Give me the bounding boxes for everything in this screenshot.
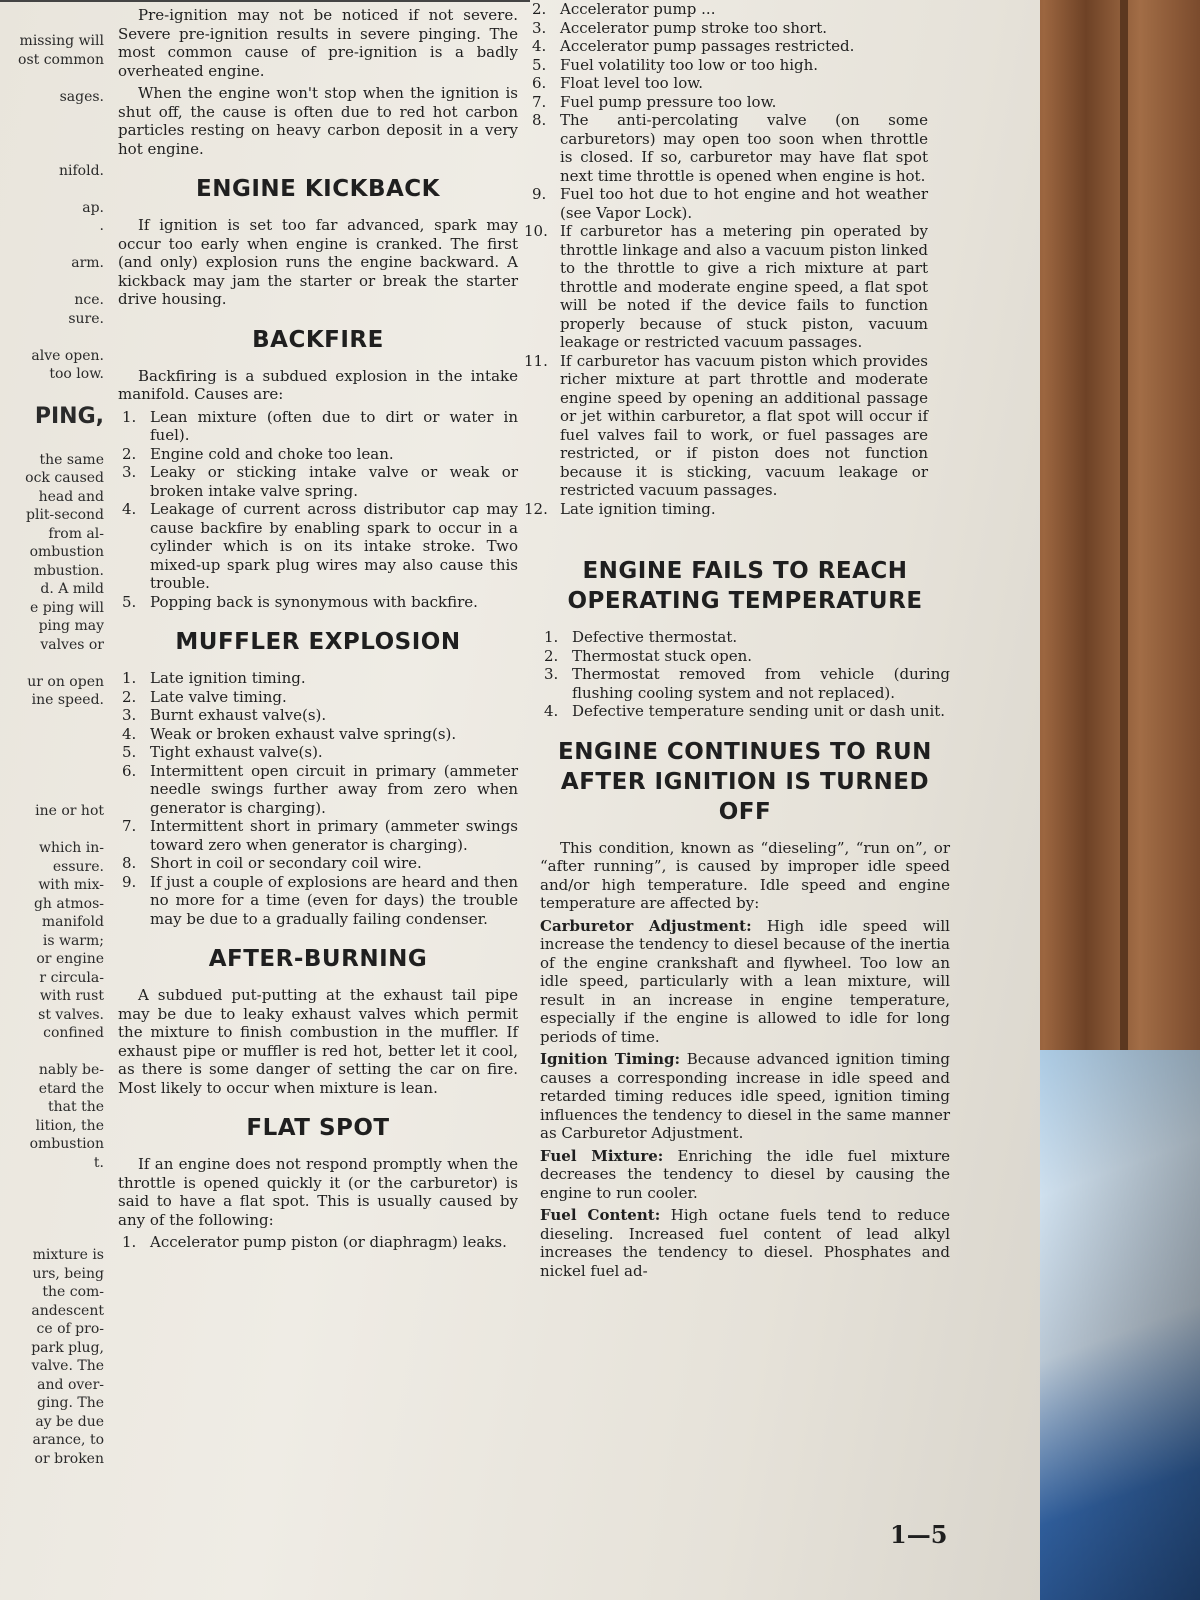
text-fragment: ine or hot (35, 803, 104, 819)
list-item: 12. Late ignition timing. (524, 499, 716, 518)
text-fragment (0, 784, 104, 803)
page-number: 1—5 (890, 1520, 948, 1549)
text-fragment: head and (38, 488, 104, 505)
text-fragment: too low. (49, 366, 104, 382)
text-fragment: park plug, (31, 1339, 104, 1356)
text-fragment: nably be- (38, 1062, 104, 1078)
text-fragment: and over- (37, 1376, 104, 1393)
text-fragment (0, 765, 104, 784)
text-fragment: sages. (59, 88, 104, 105)
list-item: 6. Intermittent open circuit in primary (ammeter needle swings further away from zero when generator is charging). (122, 761, 518, 817)
flat-spot-list-continued (524, 0, 928, 518)
temperature-list (540, 628, 950, 721)
text-fragment (0, 747, 104, 766)
text-fragment: the same (39, 451, 104, 468)
list-item: 3. Burnt exhaust valve(s). (122, 706, 327, 724)
text-fragment: gh atmos- (33, 895, 104, 912)
text-fragment (0, 654, 104, 673)
text-fragment: t. (93, 1154, 104, 1171)
text-fragment: alve open. (31, 347, 104, 364)
right-column-flat-spot-continued (524, 0, 928, 518)
list-item: 4. Leakage of current across distributor cap may cause backfire by enabling spark to occur in a cylinder which is on its intake stroke. Two mixed-up spark plug wires may also cause this trouble. (122, 500, 518, 592)
text-fragment: is warm; (42, 932, 104, 949)
list-item: 4. Defective temperature sending unit or dash unit. (544, 702, 946, 720)
list-item: 4. Weak or broken exhaust valve spring(s). (122, 724, 457, 743)
text-fragment (0, 728, 104, 747)
list-item: 6. Float level too low. (532, 74, 704, 92)
dieseling-paragraph: Carburetor Adjustment: High idle speed will increase the tendency to diesel because of the inertia of the engine crankshaft and flywheel. Too low an idle speed, particularly with a lean mixture, will result in an increase in engine temperature, especially if the engine is allowed to idle for long periods of time. (540, 916, 950, 1046)
text-fragment (0, 1191, 104, 1210)
text-fragment (0, 432, 104, 451)
text-fragment (0, 143, 104, 162)
left-column-fragments (0, 32, 104, 1468)
top-rule (0, 0, 530, 2)
text-fragment: urs, being (32, 1265, 104, 1282)
text-fragment: ombustion (29, 544, 104, 560)
text-fragment (0, 1172, 104, 1191)
list-item: 8. Short in coil or secondary coil wire. (122, 854, 422, 872)
text-fragment: r circula- (39, 969, 104, 986)
text-fragment: missing will (19, 33, 104, 49)
text-fragment: mbustion. (33, 562, 104, 579)
intro-paragraph: When the engine won't stop when the ignition is shut off, the cause is often due to red hot carbon particles resting on heavy carbon deposit in a very hot engine. (118, 84, 518, 158)
text-fragment: which in- (38, 840, 104, 856)
text-fragment (0, 1228, 104, 1247)
text-fragment: ine speed. (31, 692, 104, 708)
dieseling-intro: This condition, known as “dieseling”, “run on”, or “after running”, is caused by improper idle speed and/or high temperature. Idle speed and engine temperature are affected by: (540, 838, 950, 912)
section-title-flat-spot: FLAT SPOT (246, 1115, 390, 1141)
text-fragment: from al- (48, 525, 104, 542)
list-item: 5. Tight exhaust valve(s). (122, 743, 323, 761)
section-title-backfire: BACKFIRE (252, 326, 384, 353)
text-fragment (0, 180, 104, 199)
flat-spot-paragraph: If an engine does not respond promptly when the throttle is opened quickly it (or the carburetor) is said to have a flat spot. This is usually caused by any of the following: (118, 1155, 518, 1229)
fragment-heading: PING, (34, 404, 104, 429)
list-item: 7. Intermittent short in primary (ammeter swings toward zero when generator is charging). (122, 817, 518, 854)
text-fragment: with rust (39, 988, 104, 1004)
text-fragment: or engine (36, 951, 104, 967)
text-fragment: etard the (38, 1080, 104, 1097)
list-item: 3. Leaky or sticking intake valve or weak or broken intake valve spring. (122, 463, 518, 500)
text-fragment: ap. (82, 199, 104, 216)
dieseling-paragraph: Fuel Content: High octane fuels tend to reduce dieseling. Increased fuel content of lead alkyl increases the tendency to diesel. Phosphates and nickel fuel ad- (540, 1206, 950, 1280)
text-fragment: sure. (68, 310, 104, 327)
text-fragment (0, 125, 104, 144)
list-item: 1. Accelerator pump piston (or diaphragm) leaks. (122, 1233, 507, 1251)
backfire-paragraph: Backfiring is a subdued explosion in the intake manifold. Causes are: (118, 366, 518, 403)
list-item: 5. Fuel volatility too low or too high. (532, 55, 819, 74)
list-item: 5. Popping back is synonymous with backfire. (122, 592, 478, 611)
section-title-engine-kickback: ENGINE KICKBACK (196, 176, 440, 202)
text-fragment: valve. The (31, 1358, 104, 1374)
middle-column (118, 6, 518, 1252)
list-item: 3. Thermostat removed from vehicle (during flushing cooling system and not replaced). (544, 665, 950, 702)
text-fragment: ce of pro- (36, 1321, 104, 1337)
text-fragment: lition, the (35, 1117, 104, 1134)
list-item: 10. If carburetor has a metering pin operated by throttle linkage and also a vacuum piston linked to the throttle to give a rich mixture at part throttle and moderate engine speed, a flat spot will be noted if the device fails to function properly because of stuck piston, vacuum leakage or restricted vacuum passages. (524, 222, 928, 351)
list-item: 7. Fuel pump pressure too low. (532, 92, 777, 111)
text-fragment: essure. (52, 858, 104, 875)
text-fragment: ping may (38, 618, 104, 634)
list-item: 11. If carburetor has vacuum piston which provides richer mixture at part throttle and moderate engine speed by opening an additional passage or jet within carburetor, a flat spot will occur if fuel valves fail to work, or fuel passages are restricted, or if piston does not function because it is sticking, vacuum leakage or restricted vacuum passages. (524, 351, 928, 499)
list-item: 2. Accelerator pump ... (532, 0, 716, 18)
text-fragment: ost common (18, 51, 104, 68)
text-fragment: ombustion (29, 1136, 104, 1152)
text-fragment: andescent (31, 1302, 104, 1319)
text-fragment (0, 328, 104, 347)
text-fragment: ging. The (37, 1395, 104, 1411)
list-item: 9. Fuel too hot due to hot engine and hot weather (see Vapor Lock). (532, 185, 928, 222)
text-fragment: valves or (40, 636, 104, 653)
text-fragment: nce. (74, 292, 104, 308)
kickback-paragraph: If ignition is set too far advanced, spark may occur too early when engine is cranked. The first (and only) explosion runs the engine backward. A kickback may jam the starter or break the starter drive housing. (118, 216, 518, 308)
text-fragment (0, 1043, 104, 1062)
list-item: 1. Late ignition timing. (122, 669, 306, 687)
shadow (1040, 1050, 1200, 1600)
text-fragment (0, 821, 104, 840)
text-fragment: ock caused (25, 470, 104, 486)
text-fragment: arance, to (32, 1432, 104, 1448)
text-fragment: st valves. (38, 1006, 104, 1023)
text-fragment: ur on open (27, 673, 104, 690)
list-item: 1. Lean mixture (often due to dirt or water in fuel). (122, 407, 518, 444)
text-fragment: ay be due (35, 1413, 104, 1430)
text-fragment: . (99, 218, 104, 234)
text-fragment (0, 710, 104, 729)
intro-paragraph: Pre-ignition may not be noticed if not severe. Severe pre-ignition results in severe pinging. The most common cause of pre-ignition is a badly overheated engine. (118, 6, 518, 80)
text-fragment: manifold (41, 914, 104, 930)
section-title-operating-temperature: ENGINE FAILS TO REACH OPERATING TEMPERATURE (567, 558, 923, 614)
after-burning-paragraph: A subdued put-putting at the exhaust tail pipe may be due to leaky exhaust valves which permit the mixture to finish combustion in the muffler. If exhaust pipe or muffler is red hot, better let it cool, as there is some danger of setting the car on fire. Most likely to occur when mixture is lean. (118, 986, 518, 1097)
text-fragment (0, 236, 104, 255)
muffler-list (118, 669, 518, 928)
flat-spot-list (118, 1233, 518, 1252)
text-fragment: arm. (71, 255, 104, 271)
section-title-muffler-explosion: MUFFLER EXPLOSION (175, 629, 461, 655)
text-fragment: plit-second (26, 507, 104, 523)
text-fragment: e ping will (29, 599, 104, 616)
list-item: 3. Accelerator pump stroke too short. (532, 18, 828, 37)
text-fragment (0, 384, 104, 403)
list-item: 9. If just a couple of explosions are heard and then no more for a time (even for days) the trouble may be due to a gradually failing condenser. (122, 872, 518, 928)
text-fragment (0, 106, 104, 125)
list-item: 8. The anti-percolating valve (on some carburetors) may open too soon when throttle is closed. If so, carburetor may have flat spot next time throttle is opened when engine is hot. (532, 111, 928, 185)
text-fragment: confined (43, 1025, 104, 1041)
text-fragment: with mix- (38, 877, 104, 893)
text-fragment: nifold. (59, 162, 104, 179)
text-fragment: mixture is (32, 1247, 104, 1263)
text-fragment (0, 69, 104, 88)
text-fragment (0, 273, 104, 292)
dieseling-paragraph: Fuel Mixture: Enriching the idle fuel mixture decreases the tendency to diesel by causing the engine to run cooler. (540, 1146, 950, 1202)
list-item: 2. Late valve timing. (122, 687, 287, 706)
text-fragment: or broken (34, 1450, 104, 1467)
text-fragment: that the (48, 1099, 104, 1115)
list-item: 2. Engine cold and choke too lean. (122, 444, 394, 463)
list-item: 1. Defective thermostat. (544, 628, 738, 646)
text-fragment: the com- (42, 1284, 104, 1300)
text-fragment (0, 1209, 104, 1228)
text-fragment: d. A mild (40, 581, 104, 597)
list-item: 2. Thermostat stuck open. (544, 646, 753, 665)
dieseling-paragraph: Ignition Timing: Because advanced ignition timing causes a corresponding increase in idle speed and retarded timing reduces idle speed, ignition timing influences the tendency to diesel in the same manner as Carburetor Adjustment. (540, 1050, 950, 1142)
section-title-after-burning: AFTER-BURNING (208, 946, 428, 972)
list-item: 4. Accelerator pump passages restricted. (532, 37, 855, 55)
backfire-list (118, 408, 518, 612)
right-column-lower (540, 540, 950, 1284)
section-title-dieseling: ENGINE CONTINUES TO RUN AFTER IGNITION IS TURNED OFF (558, 738, 932, 825)
table-edge (1120, 0, 1128, 1050)
